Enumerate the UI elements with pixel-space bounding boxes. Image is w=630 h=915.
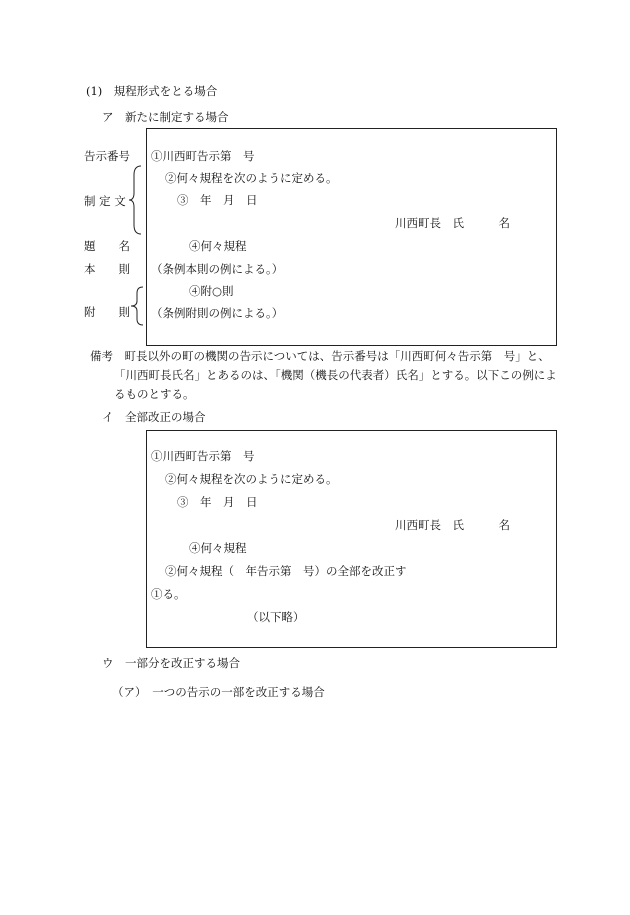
signature-line: 川西町長 氏 名 [395,518,510,532]
supplementary-brace-icon [130,286,144,326]
supplementary-rule-line: （条例附則の例による。） [151,306,284,320]
date-line: ③ 年 月 日 [177,495,258,509]
notice-number-line: ①川西町告示第 号 [151,449,255,463]
remark-line-2: 「川西町長氏名」とあるのは、「機関（機長の代表者）氏名」とする。以下この例によ [114,368,557,382]
label-title: 題 名 [84,239,130,253]
title-line: ④何々規程 [189,541,247,555]
subsection-u-item-1: （ア） 一つの告示の一部を改正する場合 [112,685,325,699]
label-notice-number: 告示番号 [84,149,130,163]
label-enactment: 制 定 文 [84,194,126,208]
example-box-full-revision [146,430,557,648]
main-rule-line: （条例本則の例による。） [151,262,284,276]
subsection-a-heading: ア 新たに制定する場合 [102,110,229,124]
subsection-u-heading: ウ 一部分を改正する場合 [102,656,240,670]
label-supplementary: 附 則 [84,305,130,319]
supplementary-title-line: ④附○則 [189,284,234,298]
revision-line-cont: ①る。 [151,587,186,601]
section-heading: (1) 規程形式をとる場合 [86,84,218,98]
label-main-rule: 本 則 [84,262,130,276]
remark-line-1: 備考 町長以外の町の機関の告示については、告示番号は「川西町何々告示第 号」と、 [90,349,550,363]
omitted-line: （以下略） [247,610,305,624]
remark-line-3: るものとする。 [114,387,195,401]
enactment-line: ②何々規程を次のように定める。 [165,472,338,486]
revision-line: ②何々規程（ 年告示第 号）の全部を改正す [165,564,407,578]
title-line: ④何々規程 [189,239,247,253]
enactment-brace-icon [128,165,142,235]
subsection-i-heading: イ 全部改正の場合 [102,410,206,424]
signature-line: 川西町長 氏 名 [395,216,510,230]
example-box-new-enactment [146,128,557,346]
notice-number-line: ①川西町告示第 号 [151,149,255,163]
date-line: ③ 年 月 日 [177,193,258,207]
enactment-line: ②何々規程を次のように定める。 [165,171,338,185]
